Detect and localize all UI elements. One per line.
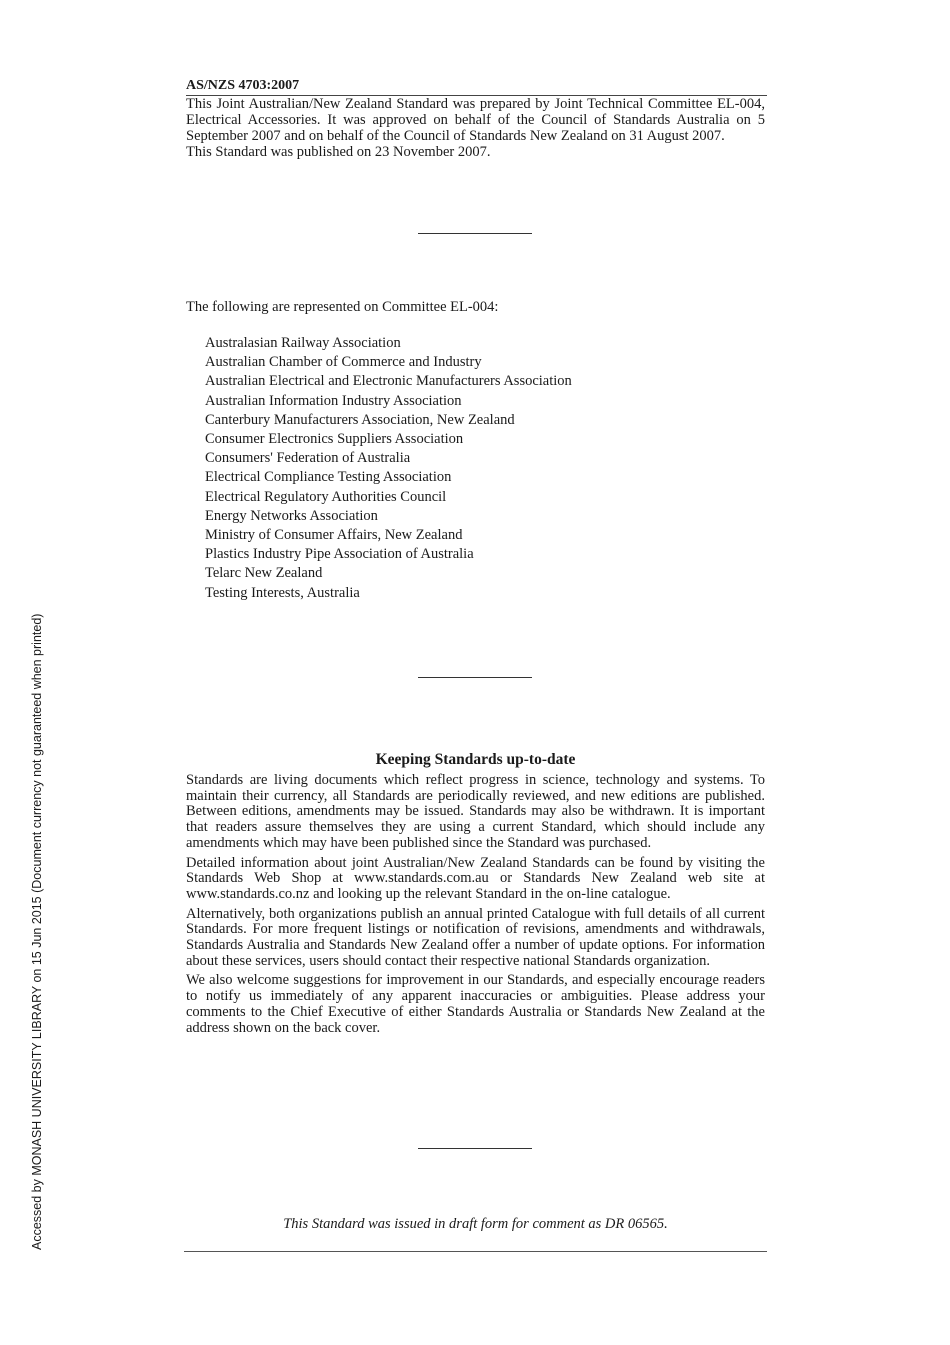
committee-member: Australian Electrical and Electronic Manufacturers Association [205,373,572,390]
committee-member: Consumers' Federation of Australia [205,450,411,467]
keeping-paragraph: Detailed information about joint Australian/New Zealand Standards can be found by visiting the Standards Web Shop at www.standards.com.au or Standards New Zealand web site at www.standards.co.nz and looking up the relevant Standard in the on-line catalogue. [186,854,765,902]
committee-member: Testing Interests, Australia [205,584,360,601]
committee-member: Energy Networks Association [205,507,378,524]
keeping-standards-heading: Keeping Standards up-to-date [375,751,576,768]
section-divider-2 [418,677,532,678]
section-divider-3 [418,1148,532,1149]
footer-rule [184,1251,767,1252]
committee-member: Electrical Regulatory Authorities Council [205,488,447,505]
committee-heading: The following are represented on Committee EL-004: [186,299,499,315]
committee-member: Plastics Industry Pipe Association of Australia [205,546,474,563]
keeping-paragraph: Standards are living documents which reflect progress in science, technology and systems. To maintain their currency, all Standards are periodically reviewed, and new editions are published. Between editions, amendments may be issued. Standards may also be withdrawn. It is important that readers assure themselves they are using a current Standard, which should include any amendments which may have been published since the Standard was purchased. [186,772,765,851]
approval-paragraph: This Joint Australian/New Zealand Standard was prepared by Joint Technical Committee EL-004, Electrical Accessories. It was approved on behalf of the Council of Standards Australia on 5 September 2007 and on behalf of the Council of Standards New Zealand on 31 August 2007. [186,96,765,144]
committee-member: Electrical Compliance Testing Association [205,469,452,486]
committee-member-list [205,334,572,603]
access-watermark: Accessed by MONASH UNIVERSITY LIBRARY on 15 Jun 2015 (Document currency not guaranteed when printed) [30,613,44,1250]
committee-member: Canterbury Manufacturers Association, New Zealand [205,411,515,428]
keeping-paragraph: Alternatively, both organizations publish an annual printed Catalogue with full details of all current Standards. For more frequent listings or notification of revisions, amendments and withdrawals, Standards Australia and Standards New Zealand offer a number of update options. For information about these services, users should contact their respective national Standards organization. [186,905,765,969]
publication-date-line: This Standard was published on 23 November 2007. [186,144,491,160]
committee-member: Ministry of Consumer Affairs, New Zealand [205,527,463,544]
keeping-paragraph: We also welcome suggestions for improvement in our Standards, and especially encourage readers to notify us immediately of any apparent inaccuracies or ambiguities. Please address your comments to the Chief Executive of either Standards Australia or Standards New Zealand at the address shown on the back cover. [186,972,765,1036]
committee-member: Australasian Railway Association [205,335,401,351]
keeping-standards-body [186,773,765,1040]
document-id: AS/NZS 4703:2007 [186,78,767,96]
committee-member: Telarc New Zealand [205,565,323,582]
committee-member: Australian Information Industry Association [205,392,462,409]
intro-section [186,96,765,160]
committee-member: Australian Chamber of Commerce and Industry [205,354,482,371]
committee-member: Consumer Electronics Suppliers Association [205,431,464,448]
draft-note: This Standard was issued in draft form for comment as DR 06565. [283,1216,668,1232]
section-divider-1 [418,233,532,234]
